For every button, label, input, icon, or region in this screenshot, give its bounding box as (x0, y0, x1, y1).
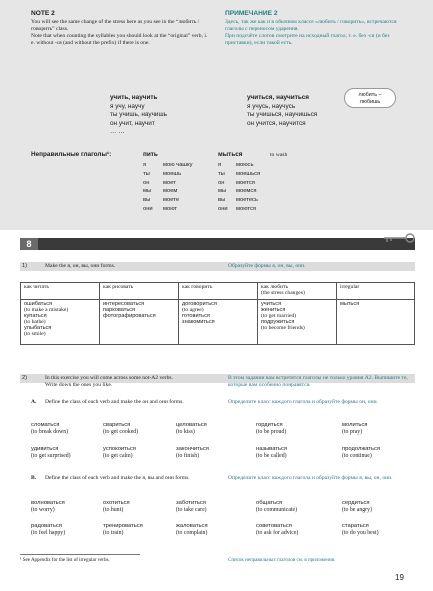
footnote-ru: Список неправильных глаголов см. в приложении. (228, 558, 336, 563)
note-title-ru: ПРИМЕЧАНИЕ 2 (225, 10, 278, 17)
task-1-number: 1) (22, 263, 27, 269)
table-header-cell: как говорить (179, 283, 258, 300)
verb-pair: гордиться (to be proud) (256, 422, 287, 436)
verb-pair: советоваться (to ask for advice) (256, 523, 299, 537)
irregular-verb-1: пить (143, 151, 158, 158)
irregular-forms-1: мою чашку моешь моет моем моете моют (163, 162, 193, 212)
part-b-instruction-ru: Определите класс каждого глагола и образуйте формы я, вы, он, они. (228, 475, 393, 481)
exercise-number: 8 (20, 238, 38, 250)
stress-badge: любить – любишь (344, 88, 396, 108)
part-a-instruction-ru: Определите класс каждого глагола и образуйте формы он, они. (228, 399, 378, 405)
table-cell: учиться жениться (to get married) подружиться (to become friends) (258, 300, 337, 345)
irregular-gloss: to wash (270, 152, 288, 158)
verb-pair: волноваться (to worry) (31, 500, 65, 514)
irregular-label: Неправильные глаголы¹: (31, 151, 112, 158)
verb-pair: успокоиться (to get calm) (103, 446, 136, 460)
verb-pair: удивиться (to get surprised) (31, 446, 71, 460)
verb-pair: общаться (to communicate) (256, 500, 298, 514)
verb-pair: сердиться (to be angry) (342, 500, 372, 514)
table-cell: договориться (to agree) готовиться знакомиться (179, 300, 258, 345)
exercise-header-bar (20, 238, 415, 250)
footnote-divider (20, 554, 140, 555)
verb-class-table (20, 282, 415, 345)
verb-pair: закончиться (to finish) (176, 446, 209, 460)
part-b-letter: B. (31, 475, 37, 481)
table-cell: интересоваться парковаться фотографироваться (100, 300, 179, 345)
irregular-forms-2: моюсь моешься моется моемся моетесь моются (236, 162, 261, 212)
part-a-instruction-en: Define the class of each verb and make the он and они forms. (45, 399, 184, 405)
table-header-cell: как рисовать (100, 283, 179, 300)
conjugation-example-1: учить, научить я учу, научу ты учишь, научишь он учит, научит … … (110, 94, 167, 136)
note-title-en: NOTE 2 (31, 10, 55, 17)
verb-pair: охотиться (to hunt) (103, 500, 130, 514)
footnote-en: ¹ See Appendix for the list of irregular verbs. (20, 558, 110, 563)
note-text-en: You will see the same change of the stress here as you see in the “любить / говорить” class. Note that when counting the syllables you should look at the “original” verb, i. e. without -ся (and without the prefix) if there is one. (31, 19, 208, 46)
verb-pair: сломаться (to break down) (31, 422, 69, 436)
table-cell: мыться (337, 300, 415, 345)
task-2-instruction-en: In this exercise you will come across some not-A2 verbs. Write down the ones you like. (45, 375, 174, 388)
table-header-cell: как читать (21, 283, 100, 300)
task-2-instruction-ru: В этом задании вам встретятся глаголы не только уровня А2. Выпишите те, которые вам особенно понравятся. (228, 375, 408, 388)
key-icon (382, 232, 416, 246)
part-b-instruction-en: Define the class of each verb and make the я, вы and они forms. (45, 475, 190, 481)
verb-pair: продолжаться (to continue) (342, 446, 381, 460)
verb-pair: называться (to be called) (256, 446, 288, 460)
verb-pair: тренироваться (to train) (103, 523, 143, 537)
verb-pair: радоваться (to feel happy) (31, 523, 66, 537)
verb-pair: жаловаться (to complain) (176, 523, 208, 537)
verb-pair: целоваться (to kiss) (176, 422, 207, 436)
verb-pair: молиться (to pray) (342, 422, 368, 436)
irregular-pronouns-1: я ты он мы вы они (143, 162, 153, 212)
verb-pair: стараться (to do you best) (342, 523, 379, 537)
irregular-verb-2: мыться (218, 151, 243, 158)
note-text-ru: Здесь, так же как и в обычном классе «любить / говорить», встречаются глаголы с переносом ударения. При подсчёте слогов смотрите на исходный глагол, т. е. без -ся (и без приставки), если такой есть. (225, 19, 397, 46)
task-2-number: 2) (22, 375, 27, 381)
part-a-letter: A. (31, 399, 37, 405)
conjugation-example-2: учиться, научиться я учусь, научусь ты учишься, научишься он учится, научится (247, 94, 318, 127)
verb-pair: свариться (to get cooked) (103, 422, 139, 436)
page-number: 19 (395, 573, 404, 582)
task-1-instruction-en: Make the я, он, вы, они forms. (45, 263, 116, 269)
verb-pair: заботиться (to take care) (176, 500, 207, 514)
irregular-pronouns-2: я ты он мы вы они (218, 162, 228, 212)
table-header-cell: как любить (the stress changes) (258, 283, 337, 300)
task-1-instruction-ru: Образуйте формы я, он, вы, они. (228, 263, 306, 269)
table-cell: ошибаться (to make a mistake) купаться (to bathe) улыбаться (to smile) (21, 300, 100, 345)
table-header-cell: irregular (337, 283, 415, 300)
